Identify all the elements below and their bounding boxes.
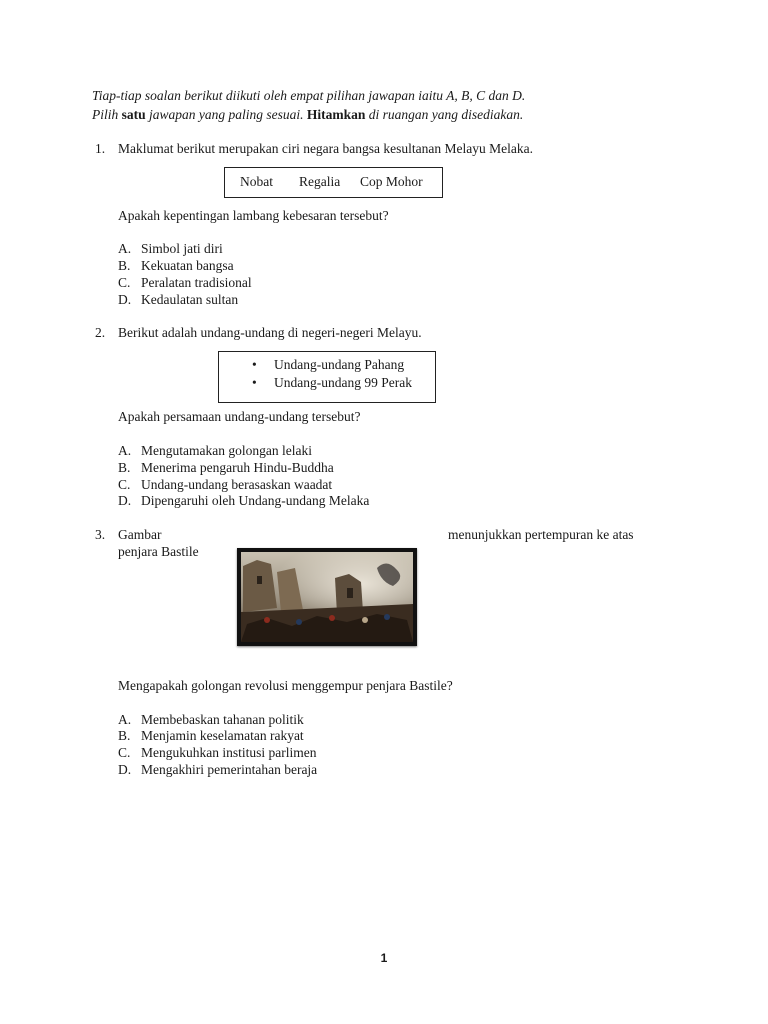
question-1-option-d[interactable] — [118, 292, 238, 308]
list-item-text: Undang-undang 99 Perak — [274, 375, 412, 390]
option-text: Mengukuhkan institusi parlimen — [141, 745, 317, 760]
question-3-text-end: menunjukkan pertempuran ke atas — [448, 527, 634, 542]
question-2-option-b[interactable] — [118, 460, 334, 476]
list-item — [252, 357, 405, 373]
list-item-text: Undang-undang Pahang — [274, 357, 405, 372]
option-text: Mengutamakan golongan lelaki — [141, 443, 312, 458]
question-3-option-c[interactable] — [118, 745, 316, 761]
question-3-option-b[interactable] — [118, 728, 304, 744]
instruction-emphasis: Hitamkan — [306, 107, 366, 122]
option-text: Kedaulatan sultan — [141, 292, 239, 307]
instruction-text: jawapan yang paling sesuai. — [145, 107, 307, 122]
page-number: 1 — [380, 951, 388, 965]
question-2-option-c[interactable] — [118, 477, 332, 493]
question-3-option-d[interactable] — [118, 762, 317, 778]
option-text: Dipengaruhi oleh Undang-undang Melaka — [141, 493, 370, 508]
option-text: Undang-undang berasaskan waadat — [141, 477, 333, 492]
option-text: Simbol jati diri — [141, 241, 223, 256]
option-letter: D. — [118, 762, 132, 777]
option-text: Menjamin keselamatan rakyat — [141, 728, 304, 743]
question-1-option-b[interactable] — [118, 258, 234, 274]
option-text: Kekuatan bangsa — [141, 258, 234, 273]
question-2-option-a[interactable] — [118, 443, 312, 459]
question-1-text: Maklumat berikut merupakan ciri negara bangsa kesultanan Melayu Melaka. — [118, 141, 533, 156]
option-text: Peralatan tradisional — [141, 275, 252, 290]
option-letter: A. — [118, 712, 132, 727]
option-letter: C. — [118, 745, 131, 760]
option-letter: B. — [118, 460, 131, 475]
question-3-number: 3. — [95, 527, 106, 542]
option-letter: B. — [118, 258, 131, 273]
option-text: Menerima pengaruh Hindu-Buddha — [141, 460, 334, 475]
question-3-text-continued: penjara Bastile — [118, 544, 199, 559]
question-2-info-box — [218, 351, 436, 403]
instruction-line-1: Tiap-tiap soalan berikut diikuti oleh empat pilihan jawapan iaitu A, B, C dan D. — [92, 88, 526, 103]
list-item — [252, 375, 412, 391]
question-1-option-c[interactable] — [118, 275, 252, 291]
box-item: Nobat — [240, 174, 273, 189]
option-letter: A. — [118, 241, 132, 256]
painting-illustration — [237, 548, 417, 646]
box-item: Regalia — [299, 174, 341, 189]
question-3-prompt: Mengapakah golongan revolusi menggempur penjara Bastile? — [118, 678, 453, 693]
instruction-text: di ruangan yang disediakan. — [365, 107, 524, 122]
question-3-option-a[interactable] — [118, 712, 304, 728]
box-item: Cop Mohor — [360, 174, 423, 189]
bullet-icon: • — [252, 357, 257, 372]
question-2-prompt: Apakah persamaan undang-undang tersebut? — [118, 409, 361, 424]
question-1-info-box — [224, 167, 443, 198]
option-letter: A. — [118, 443, 132, 458]
question-2-number: 2. — [95, 325, 106, 340]
option-letter: B. — [118, 728, 131, 743]
bastille-storming-image — [237, 548, 417, 646]
option-letter: D. — [118, 292, 132, 307]
option-letter: C. — [118, 275, 131, 290]
question-2-text: Berikut adalah undang-undang di negeri-negeri Melayu. — [118, 325, 422, 340]
question-1-number: 1. — [95, 141, 106, 156]
question-3-text-start: Gambar — [118, 527, 162, 542]
question-1-option-a[interactable] — [118, 241, 223, 257]
option-text: Mengakhiri pemerintahan beraja — [141, 762, 318, 777]
option-letter: C. — [118, 477, 131, 492]
question-1-prompt: Apakah kepentingan lambang kebesaran tersebut? — [118, 208, 389, 223]
question-2-option-d[interactable] — [118, 493, 369, 509]
instruction-emphasis: satu — [121, 107, 146, 122]
instruction-text: Pilih — [92, 107, 122, 122]
bullet-icon: • — [252, 375, 257, 390]
option-text: Membebaskan tahanan politik — [141, 712, 304, 727]
instruction-line-2 — [92, 107, 523, 123]
option-letter: D. — [118, 493, 132, 508]
